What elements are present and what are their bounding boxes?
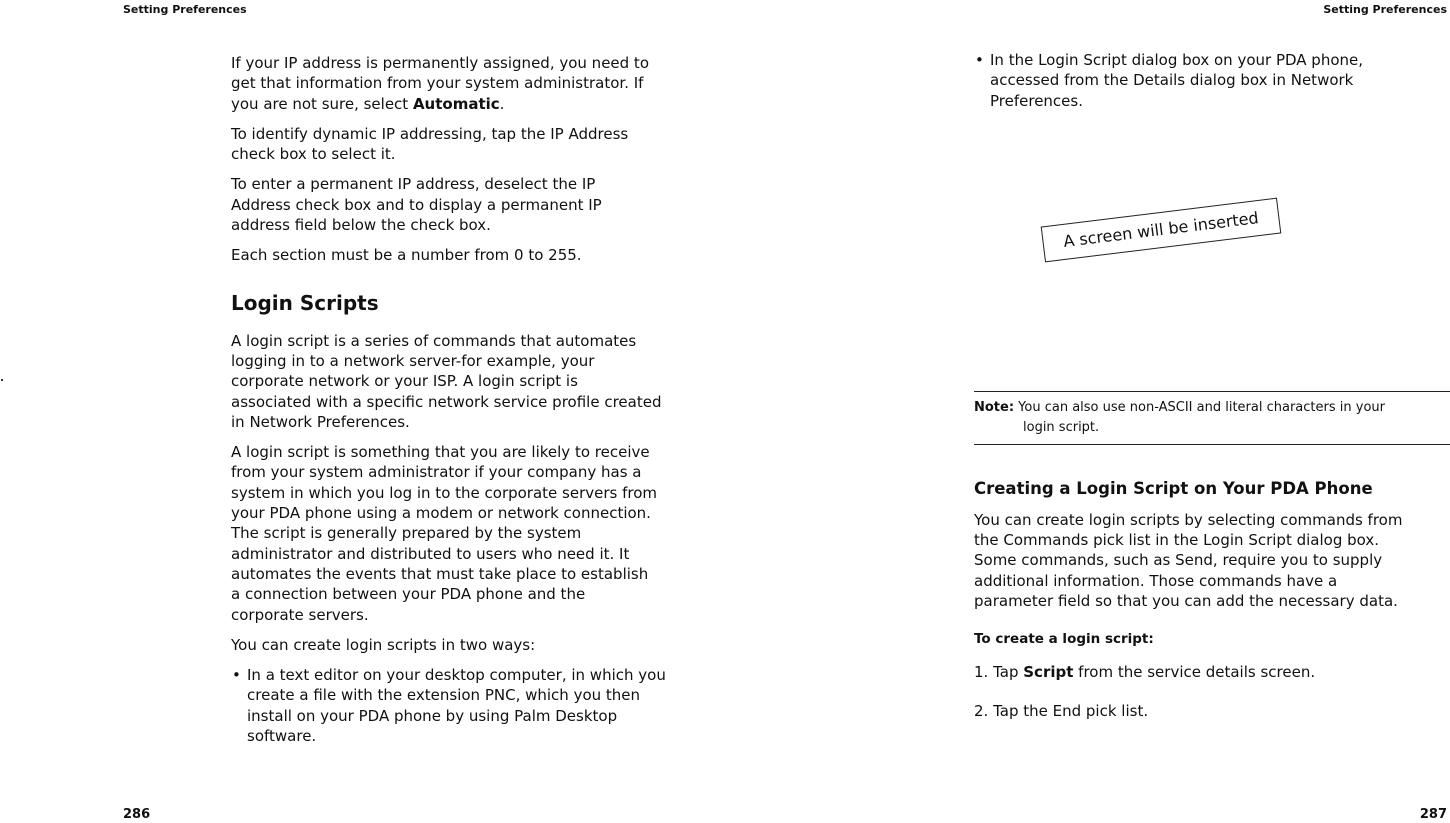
left-body — [231, 53, 716, 756]
bullet-text: In a text editor on your desktop computer, in which you create a file with the extension PNC, which you then install on your PDA phone by using Palm Desktop software. — [247, 666, 666, 746]
note-line-1 — [974, 398, 1450, 418]
right-body — [974, 50, 1450, 740]
paragraph-login-definition: A login script is a series of commands that automates logging in to a network server-for example, your corporate network or your ISP. A login script is associated with a specific network service profile created in Network Preferences. — [231, 331, 662, 431]
step-number: 2. — [974, 701, 989, 720]
ways-list-right — [974, 50, 1450, 111]
page-number-right: 287 — [1419, 807, 1447, 822]
note-line-2: login script. — [1023, 419, 1100, 435]
paragraph-each-section: Each section must be a number from 0 to 255. — [231, 246, 582, 265]
paragraph-permanent-ip: To enter a permanent IP address, deselect the IP Address check box and to display a permanent IP address field below the check box. — [231, 175, 602, 235]
step-text: Tap the End pick list. — [988, 701, 1149, 720]
steps-list — [974, 662, 1450, 722]
margin-mark — [1, 379, 3, 381]
note-block — [974, 391, 1450, 445]
procedure-title: To create a login script: — [974, 631, 1154, 648]
right-page — [725, 0, 1450, 823]
script-command: Script — [1023, 662, 1074, 681]
page-number-left: 286 — [123, 807, 151, 822]
step-2 — [974, 701, 1450, 721]
ip-assigned-end: . — [499, 94, 505, 113]
step-1 — [974, 662, 1450, 682]
running-head-right: Setting Preferences — [1323, 3, 1447, 16]
running-head-left: Setting Preferences — [123, 3, 247, 16]
list-item — [974, 50, 1450, 111]
note-label: Note: — [974, 399, 1015, 415]
screen-placeholder: A screen will be inserted — [1041, 198, 1282, 263]
note-text: You can also use non-ASCII and literal characters in your — [1014, 399, 1385, 415]
bullet-text: In the Login Script dialog box on your PDA phone, accessed from the Details dialog box in Network Preferences. — [990, 51, 1364, 110]
ip-assigned-text: If your IP address is permanently assigned, you need to get that information from your system administrator. If you are not sure, select — [231, 54, 649, 113]
paragraph-intro: You can create login scripts by selecting commands from the Commands pick list in the Login Script dialog box. Some commands, such as Send, require you to supply additional information. Those commands have a parameter field so that you can add the necessary data. — [974, 510, 1403, 611]
paragraph-login-receive: A login script is something that you are likely to receive from your system administrator if your company has a system in which you log in to the corporate servers from your PDA phone using a modem or network connection. The script is generally prepared by the system administrator and distributed to users who need it. It automates the events that must take place to establish a connection between your PDA phone and the corporate servers. — [231, 443, 658, 624]
step-number: 1. — [974, 662, 989, 681]
paragraph-two-ways: You can create login scripts in two ways: — [231, 635, 536, 654]
automatic-option: Automatic — [412, 94, 500, 113]
paragraph-dynamic-ip: To identify dynamic IP addressing, tap the IP Address check box to select it. — [231, 124, 629, 164]
bullet-icon: • — [232, 666, 241, 685]
subheading-creating-login-script: Creating a Login Script on Your PDA Phone — [974, 478, 1373, 498]
step-text: Tap — [988, 662, 1024, 681]
ways-list-left — [231, 665, 716, 746]
paragraph-ip-assigned — [231, 53, 716, 114]
screen-placeholder-area — [974, 121, 1450, 391]
bullet-icon: • — [975, 51, 984, 69]
list-item — [231, 665, 716, 746]
step-text-end: from the service details screen. — [1073, 662, 1316, 681]
heading-login-scripts: Login Scripts — [231, 290, 379, 315]
